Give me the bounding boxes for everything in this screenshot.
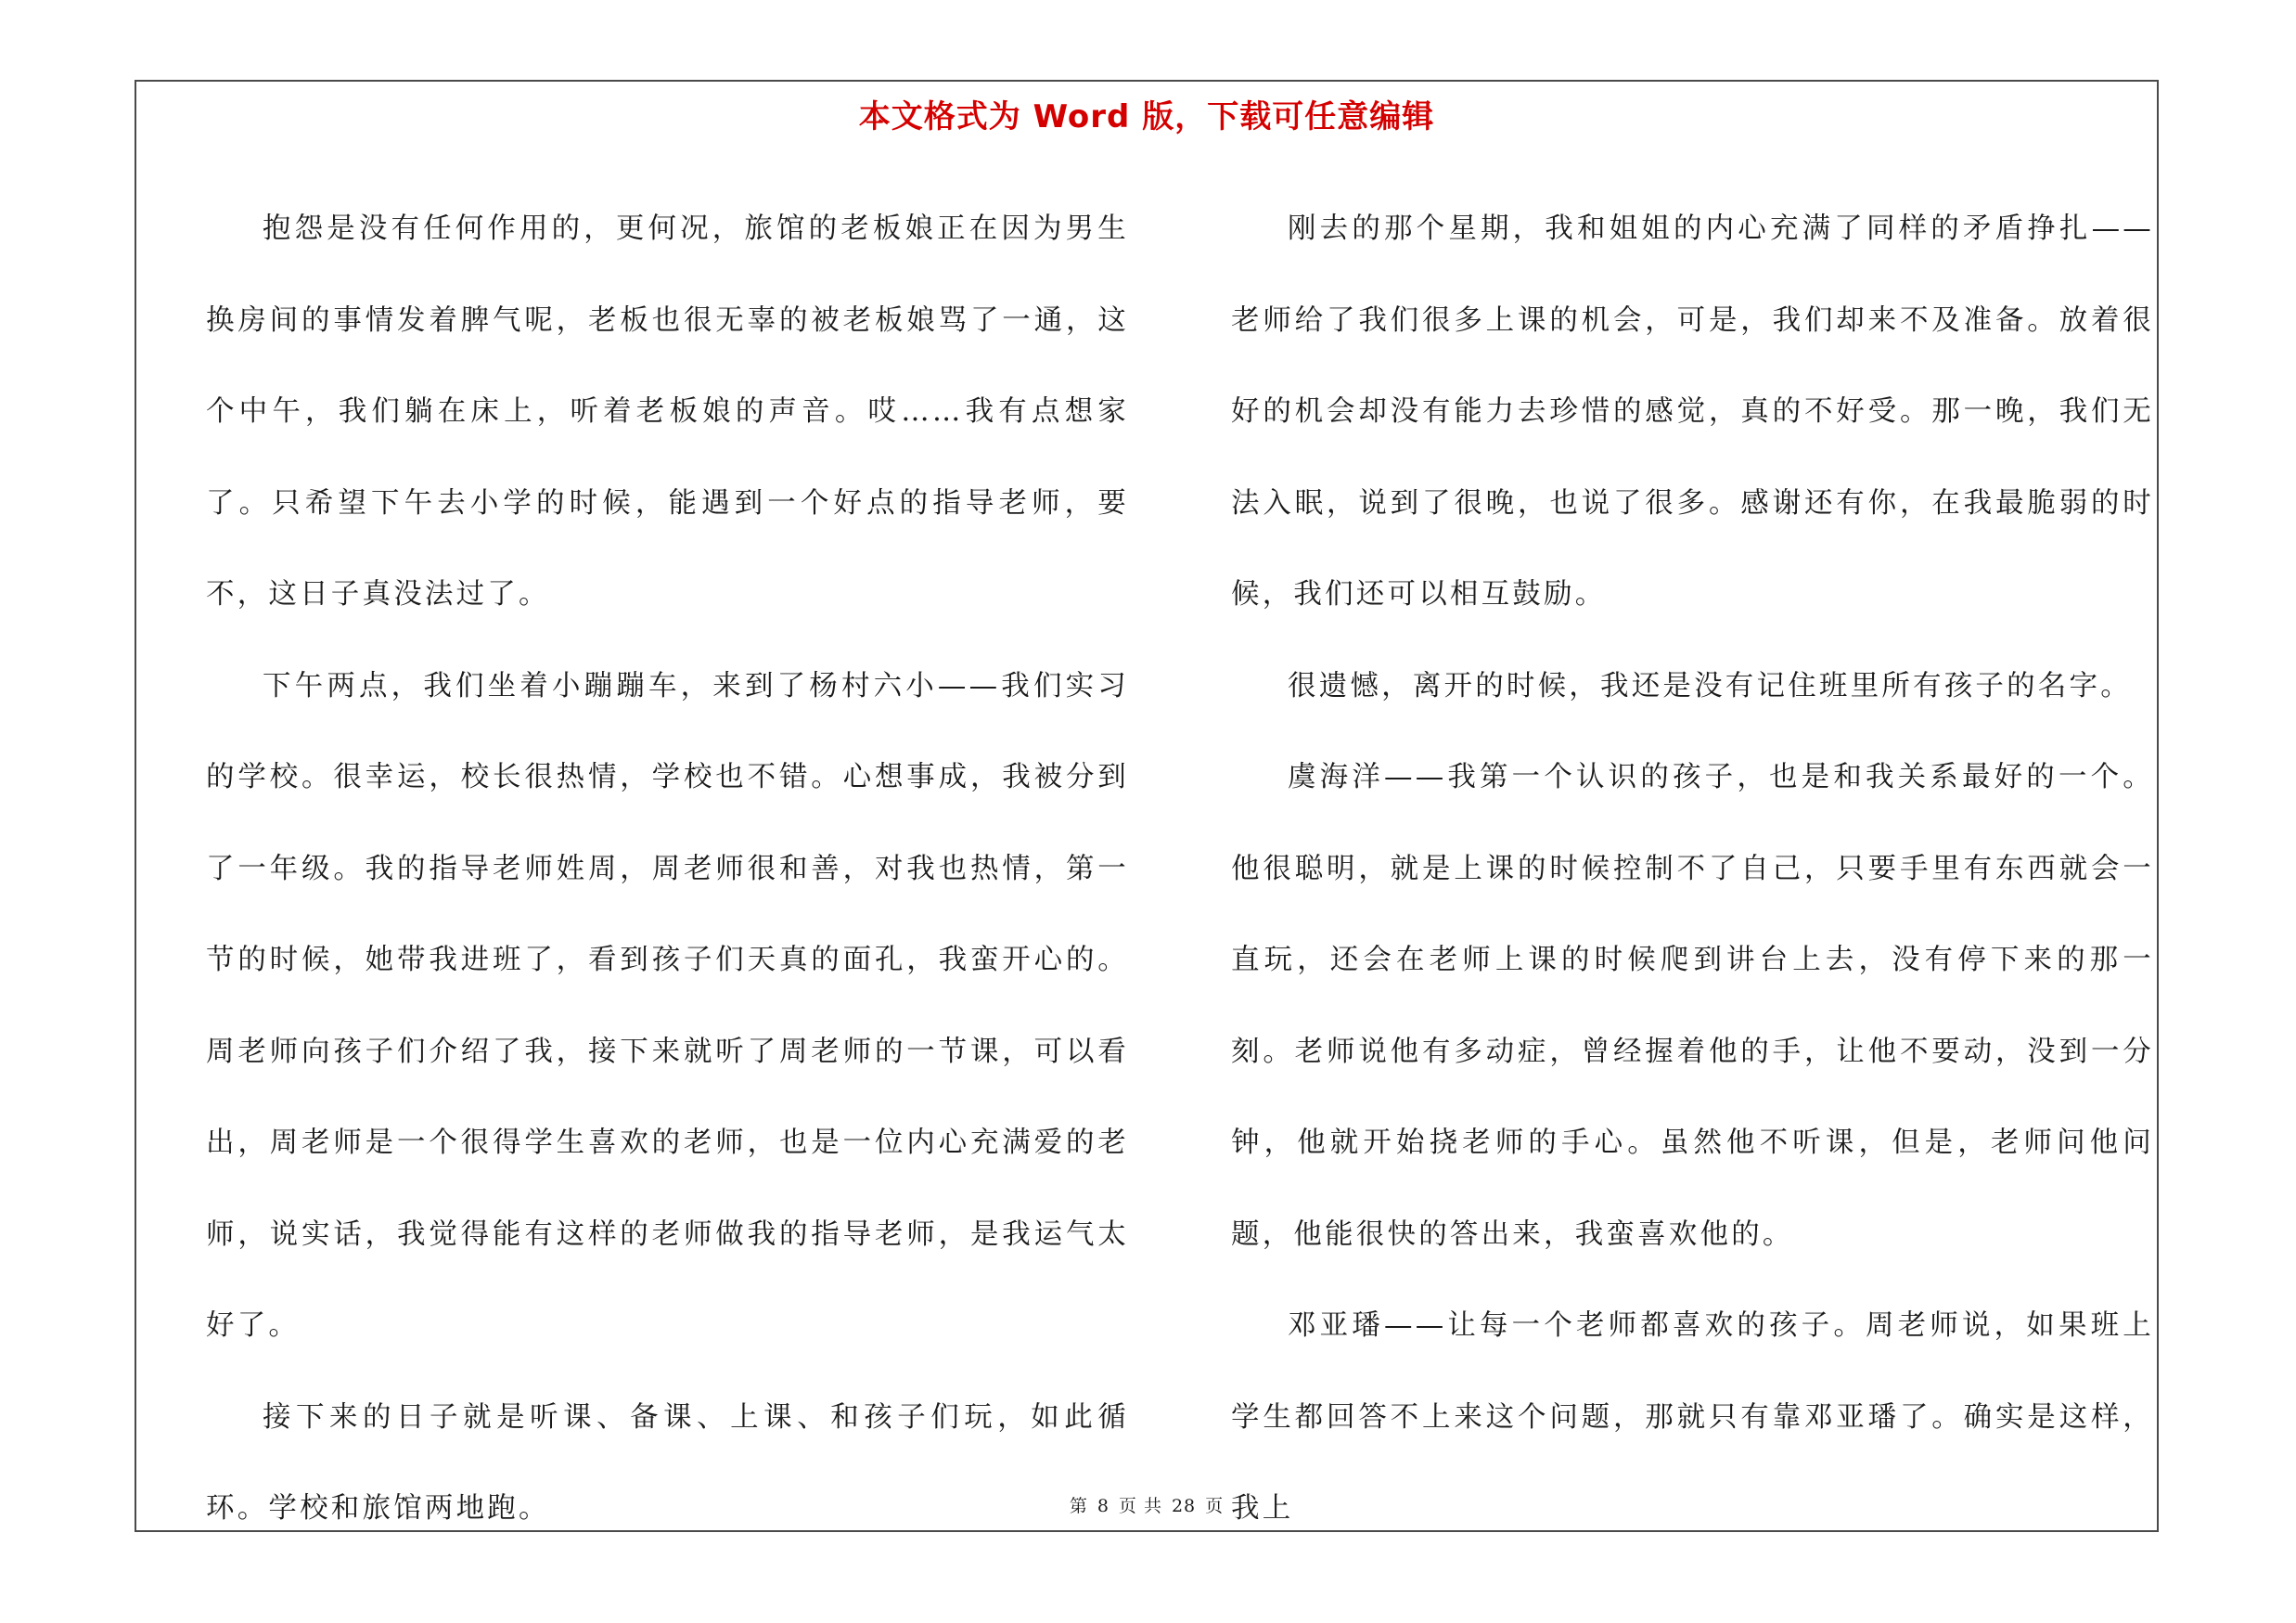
paragraph: 很遗憾，离开的时候，我还是没有记住班里所有孩子的名字。 [1288,669,2132,702]
page-number [136,1492,2157,1517]
paragraph: 接下来的日子就是听课、备课、上课、和孩子们玩，如此循环。学校和旅馆两地跑。 [206,1400,1129,1525]
page-label-prefix: 第 [1069,1496,1088,1516]
document-page [135,80,2159,1532]
format-banner: 本文格式为 Word 版，下载可任意编辑 [858,98,1435,135]
paragraph: 邓亚璠——让每一个老师都喜欢的孩子。周老师说，如果班上学生都回答不上来这个问题，那就只有靠邓亚璠了。确实是这样，我上 [1231,1309,2154,1525]
paragraph: 抱怨是没有任何作用的，更何况，旅馆的老板娘正在因为男生换房间的事情发着脾气呢，老板也很无辜的被老板娘骂了一通，这个中午，我们躺在床上，听着老板娘的声音。哎……我有点想家了。只希望下午去小学的时候，能遇到一个好点的指导老师，要不，这日子真没法过了。 [206,213,1129,611]
page-label-mid: 页 共 [1118,1496,1162,1516]
paragraph: 刚去的那个星期，我和姐姐的内心充满了同样的矛盾挣扎——老师给了我们很多上课的机会，可是，我们却来不及准备。放着很好的机会却没有能力去珍惜的感觉，真的不好受。那一晚，我们无法入眠，说到了很晚，也说了很多。感谢还有你，在我最脆弱的时候，我们还可以相互鼓励。 [1231,213,2154,611]
total-pages: 28 [1171,1496,1197,1516]
left-column [206,184,1129,1555]
right-column [1231,184,2154,1555]
paragraph: 下午两点，我们坐着小蹦蹦车，来到了杨村六小——我们实习的学校。很幸运，校长很热情，学校也不错。心想事成，我被分到了一年级。我的指导老师姓周，周老师很和善，对我也热情，第一节的时候，她带我进班了，看到孩子们天真的面孔，我蛮开心的。周老师向孩子们介绍了我，接下来就听了周老师的一节课，可以看出，周老师是一个很得学生喜欢的老师，也是一位内心充满爱的老师，说实话，我觉得能有这样的老师做我的指导老师，是我运气太好了。 [206,669,1129,1342]
page-label-suffix: 页 [1205,1496,1225,1516]
current-page: 8 [1097,1496,1110,1516]
paragraph: 虞海洋——我第一个认识的孩子，也是和我关系最好的一个。他很聪明，就是上课的时候控制不了自己，只要手里有东西就会一直玩，还会在老师上课的时候爬到讲台上去，没有停下来的那一刻。老师说他有多动症，曾经握着他的手，让他不要动，没到一分钟，他就开始挠老师的手心。虽然他不听课，但是，老师问他问题，他能很快的答出来，我蛮喜欢他的。 [1231,761,2154,1251]
